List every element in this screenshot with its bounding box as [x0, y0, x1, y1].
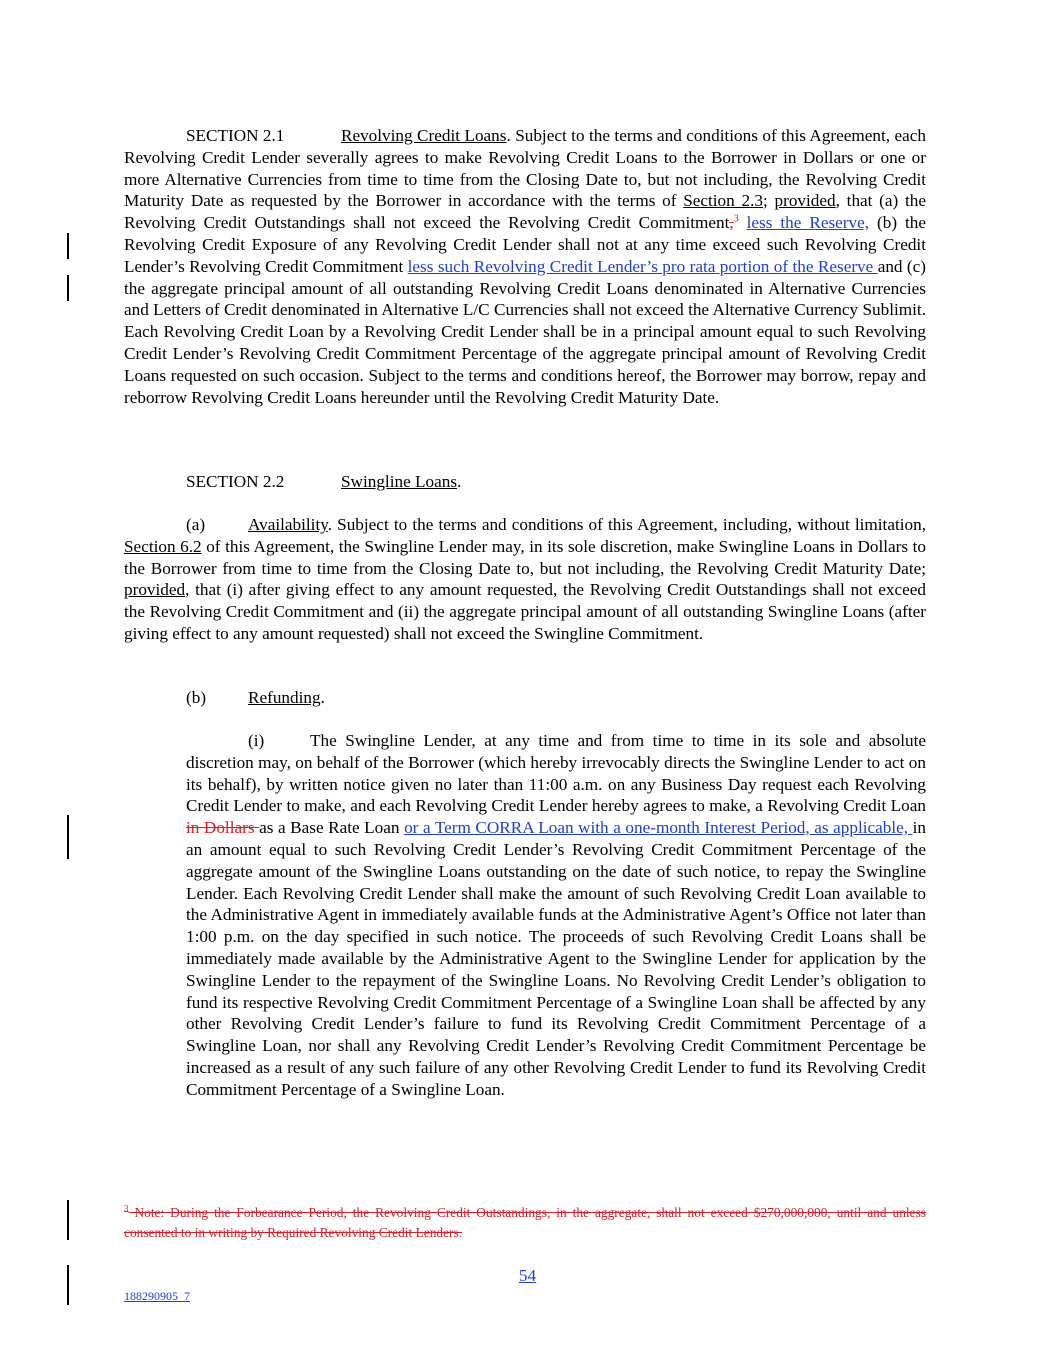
- change-bar: [67, 233, 69, 259]
- section-2-2-heading: [124, 471, 926, 493]
- body-text: ;: [762, 191, 775, 211]
- footnote-text: Note: During the Forbearance Period, the Revolving Credit Outstandings, in the aggregate, shall not exceed $270,000,000, until and unless consented to in writing by Required Revolving Credit Lenders.: [124, 1205, 926, 1240]
- section-reference: Section 2.3: [683, 191, 763, 211]
- section-number: SECTION 2.1: [186, 126, 285, 145]
- section-title: Swingline Loans: [341, 472, 458, 491]
- body-text: . Subject to the terms and conditions of this Agreement, including, without limitation,: [327, 515, 926, 534]
- provided-term: provided: [774, 191, 836, 211]
- body-text: in an amount equal to such Revolving Credit Lender’s Revolving Credit Commitment Percentage of the aggregate amount of the Swingline Loans outstanding on the date of such notice, to repay the Swingline Lender. Each Revolving Credit Lender shall make the amount of such Revolving Credit Loan available to the Administrative Agent in immediately available funds at the Administrative Agent’s Office not later than 1:00 p.m. on the day specified in such notice. The proceeds of such Revolving Credit Loans shall be immediately made available by the Administrative Agent to the Swingline Lender for application by the Swingline Lender to the repayment of the Swingline Loans. No Revolving Credit Lender’s obligation to fund its respective Revolving Credit Commitment Percentage of a Swingline Loan shall be affected by any other Revolving Credit Lender’s failure to fund its Revolving Credit Commitment Percentage of a Swingline Loan, nor shall any Revolving Credit Lender’s Revolving Credit Commitment Percentage be increased as a result of any such failure of any other Revolving Credit Lender to fund its Revolving Credit Commitment Percentage of a Swingline Loan.: [186, 818, 926, 1099]
- inserted-text: less such Revolving Credit Lender’s pro rata portion of the Reserve: [407, 256, 878, 276]
- body-text: (b) the Revolving Credit Exposure of any Revolving Credit Lender shall not at any time exceed such Revolving Credit Lender’s Revolving Credit Commitment: [124, 213, 927, 276]
- body-text: , that (a) the Revolving Credit Outstandings shall not exceed the Revolving Credit Commitment: [124, 191, 927, 233]
- section-title: Revolving Credit Loans: [341, 126, 507, 145]
- page-number: 54: [518, 1266, 537, 1285]
- subsection-label: (a): [186, 515, 206, 534]
- footnote-number: 3: [124, 1203, 129, 1214]
- change-bar: [67, 1200, 69, 1240]
- clause-label: (i): [248, 731, 265, 750]
- body-text: .: [320, 688, 325, 707]
- subsection-label: (b): [186, 688, 207, 707]
- change-bar: [67, 275, 69, 301]
- subsection-b-i-paragraph: [186, 730, 926, 1101]
- subsection-a-paragraph: [124, 514, 926, 645]
- document-id: 188290905_7: [124, 1289, 190, 1303]
- section-2-1-paragraph: [124, 125, 926, 408]
- inserted-text: or a Term CORRA Loan with a one-month Interest Period, as applicable,: [404, 818, 913, 838]
- body-text: . Subject to the terms and conditions of this Agreement, each Revolving Credit Lender severally agrees to make Revolving Credit Loans to the Borrower in Dollars or one or more Alternative Currencies from time to time from the Closing Date to, but not including, the Revolving Credit Maturity Date as requested by the Borrower in accordance with the terms of: [124, 126, 926, 211]
- body-text: The Swingline Lender, at any time and from time to time in its sole and absolute discretion may, on behalf of the Borrower (which hereby irrevocably directs the Swingline Lender to act on its behalf), by written notice given no later than 11:00 a.m. on any Business Day request each Revolving Credit Lender to make, and each Revolving Credit Lender hereby agrees to make, a Revolving Credit Loan: [186, 731, 926, 816]
- section-number: SECTION 2.2: [186, 472, 285, 491]
- footnote-reference[interactable]: 3: [733, 213, 739, 225]
- inserted-text: less the Reserve,: [746, 213, 870, 233]
- footnote: [124, 1203, 926, 1242]
- deleted-text: ,: [729, 213, 734, 233]
- deleted-text: in Dollars: [186, 818, 260, 838]
- subsection-title: Availability: [248, 515, 328, 534]
- subsection-b-heading: [124, 687, 926, 709]
- subsection-title: Refunding: [248, 688, 321, 707]
- section-reference: Section 6.2: [124, 536, 202, 556]
- provided-term: provided: [124, 580, 186, 600]
- change-bar: [67, 815, 69, 859]
- body-text: as a Base Rate Loan: [259, 818, 405, 838]
- body-text: [739, 213, 747, 232]
- body-text: .: [457, 472, 462, 491]
- body-text: and (c) the aggregate principal amount of all outstanding Revolving Credit Loans denominated in Alternative Currencies and Letters of Credit denominated in Alternative L/C Currencies shall not exceed the Alternative Currency Sublimit. Each Revolving Credit Loan by a Revolving Credit Lender shall be in a principal amount equal to such Revolving Credit Lender’s Revolving Credit Commitment Percentage of the aggregate principal amount of Revolving Credit Loans requested on such occasion. Subject to the terms and conditions hereof, the Borrower may borrow, repay and reborrow Revolving Credit Loans hereunder until the Revolving Credit Maturity Date.: [124, 256, 926, 407]
- body-text: of this Agreement, the Swingline Lender may, in its sole discretion, make Swingline Loans in Dollars to the Borrower from time to time from the Closing Date to, but not including, the Revolving Credit Maturity Date;: [124, 536, 926, 578]
- body-text: , that (i) after giving effect to any amount requested, the Revolving Credit Outstandings shall not exceed the Revolving Credit Commitment and (ii) the aggregate principal amount of all outstanding Swingline Loans (after giving effect to any amount requested) shall not exceed the Swingline Commitment.: [124, 580, 926, 643]
